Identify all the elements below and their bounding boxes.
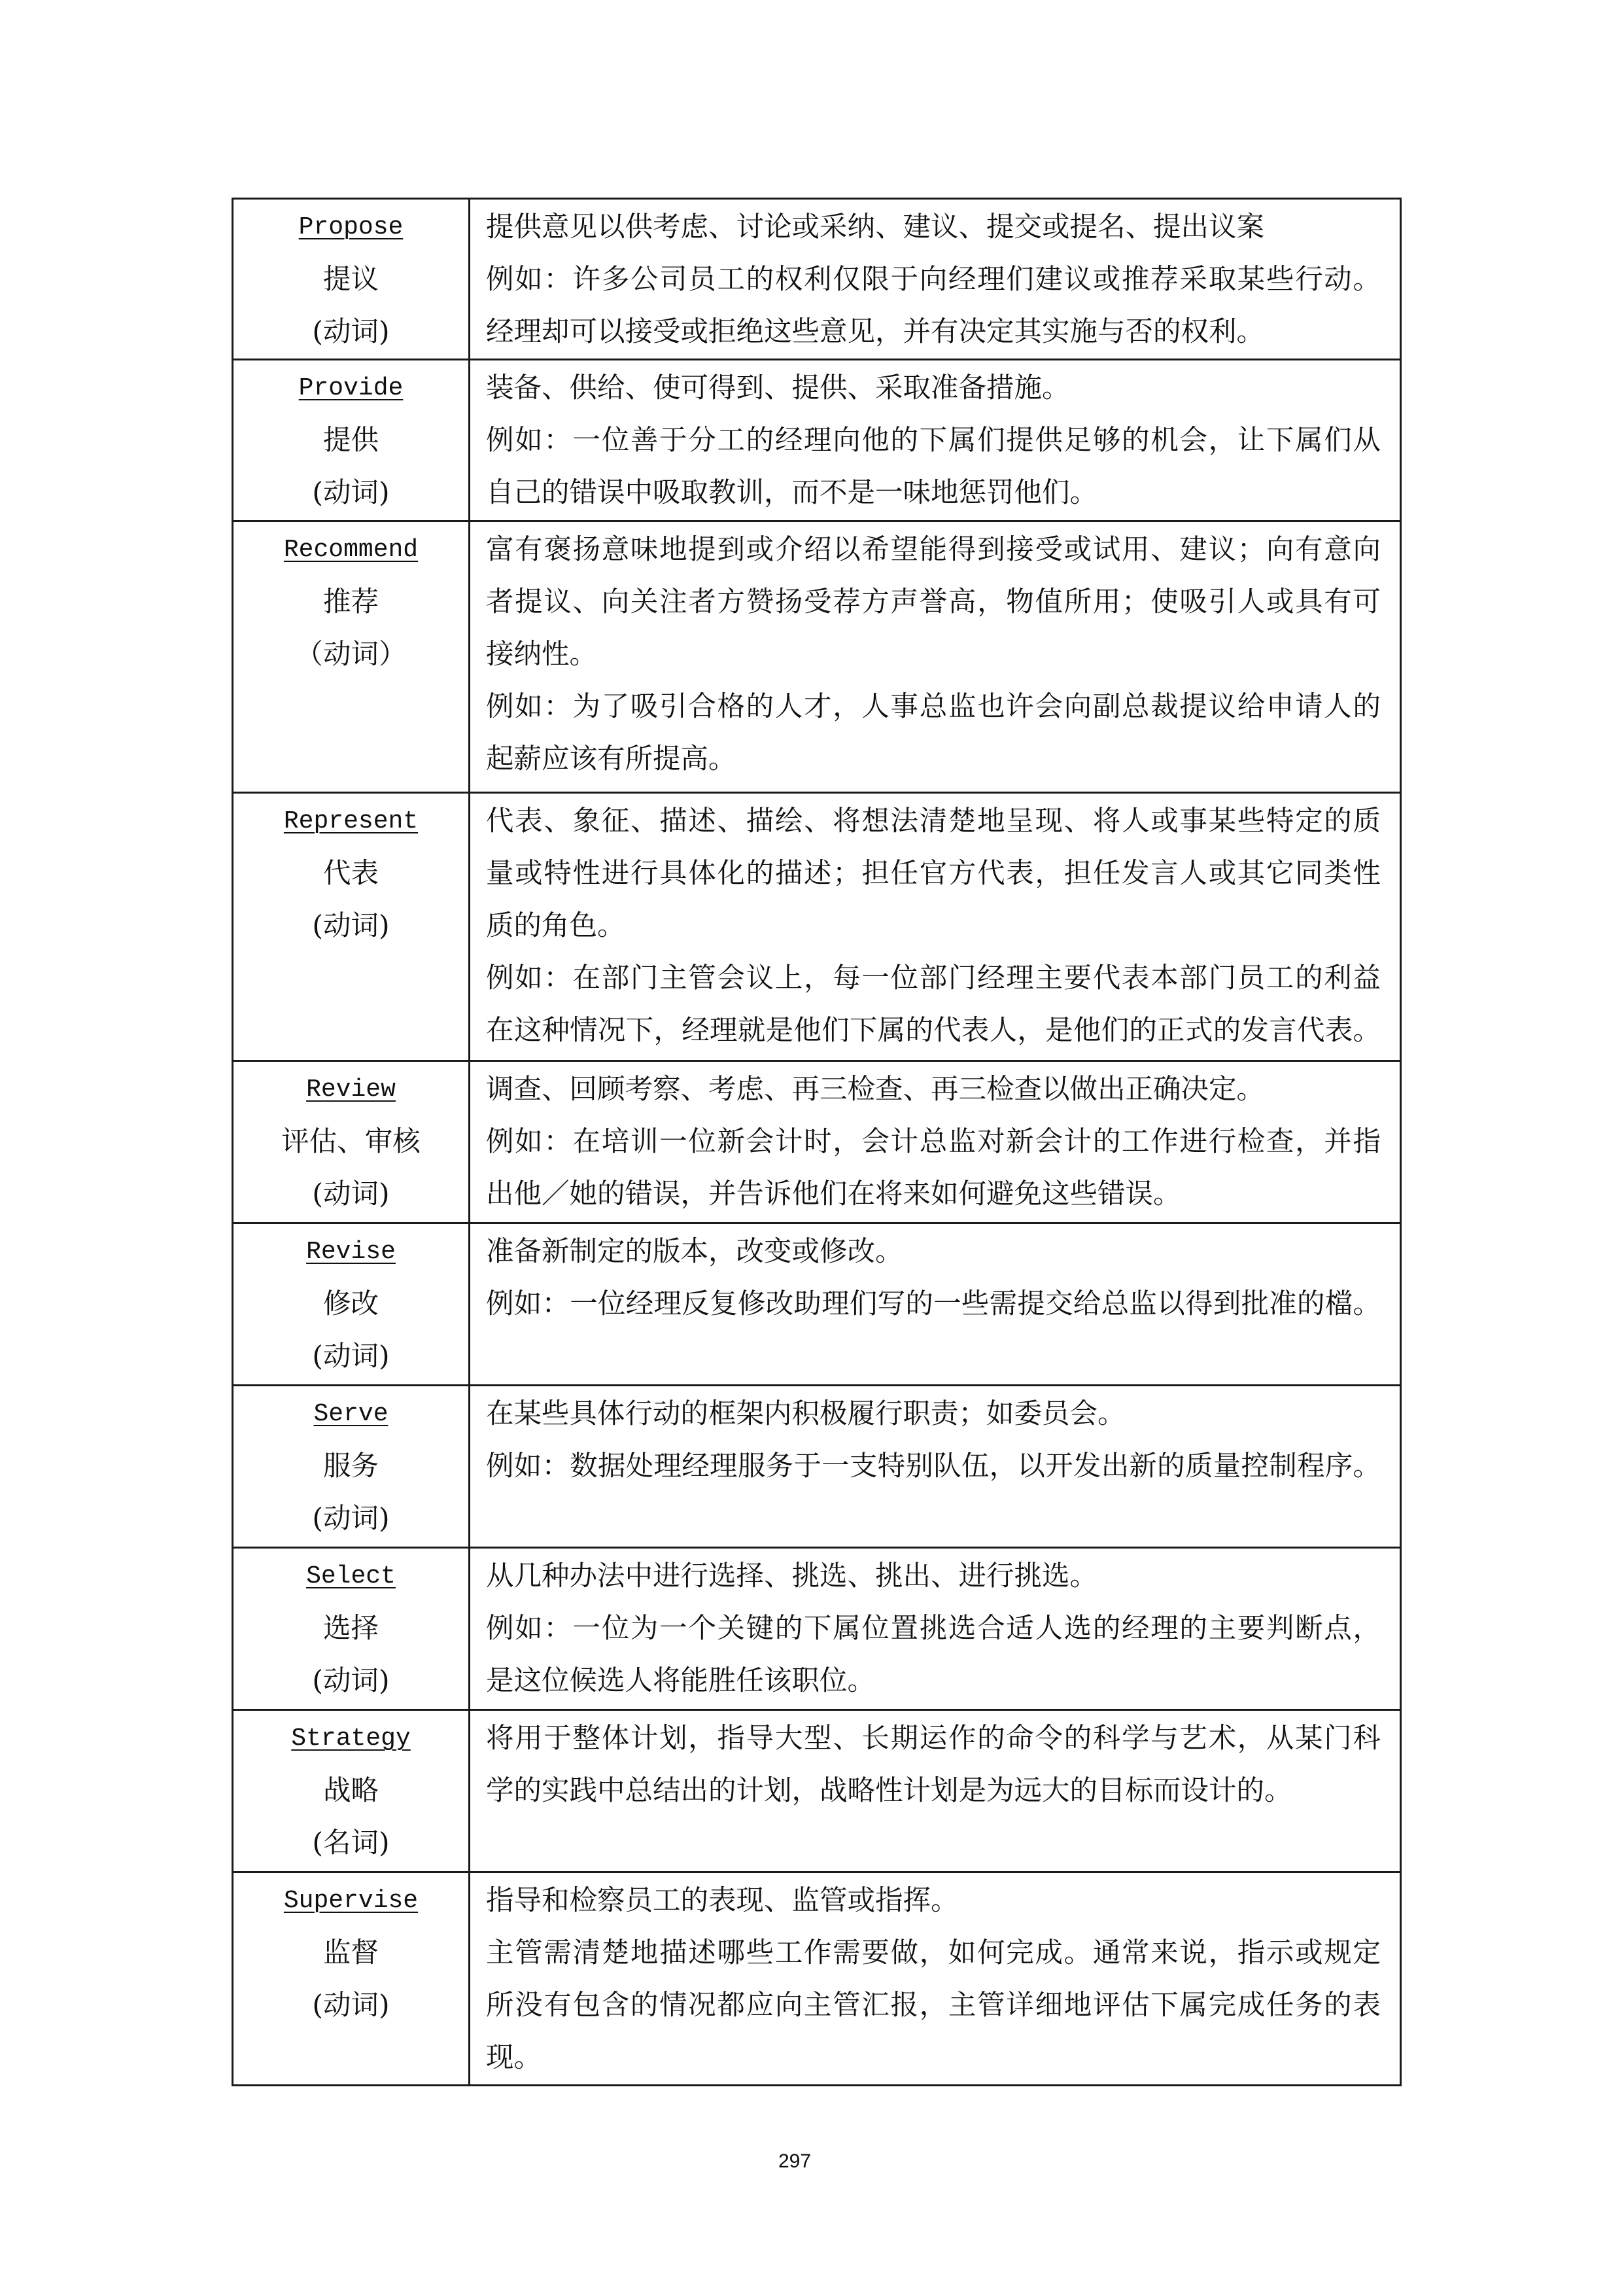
definition-cell <box>470 1872 1401 2086</box>
term-part-of-speech: (动词) <box>312 1665 390 1697</box>
term-part-of-speech: （动词） <box>295 639 407 671</box>
definition-line: 例如：许多公司员工的权利仅限于向经理们建议或推荐采取某些行动。 <box>486 264 1381 296</box>
term-word: Revise <box>306 1238 396 1266</box>
definition-line: 例如：在部门主管会议上，每一位部门经理主要代表本部门员工的利益 <box>486 962 1381 994</box>
definition-line: 准备新制定的版本，改变或修改。 <box>486 1236 903 1268</box>
term-word: Review <box>306 1076 396 1104</box>
term-part-of-speech: (动词) <box>312 1503 390 1535</box>
definition-line: 调查、回顾考察、考虑、再三检查、再三检查以做出正确决定。 <box>486 1074 1265 1106</box>
definition-line: 是这位候选人将能胜任该职位。 <box>486 1665 876 1697</box>
term-part-of-speech: (动词) <box>312 316 390 348</box>
definition-line: 富有褒扬意味地提到或介绍以希望能得到接受或试用、建议；向有意向 <box>486 534 1381 566</box>
definition-cell <box>470 1386 1401 1548</box>
definition-cell <box>470 360 1401 521</box>
definition-line: 例如：在培训一位新会计时，会计总监对新会计的工作进行检查，并指 <box>486 1126 1381 1158</box>
vocabulary-table <box>232 198 1402 2086</box>
definition-cell <box>470 793 1401 1061</box>
term-translation: 提供 <box>322 425 379 457</box>
term-part-of-speech: (动词) <box>312 1989 390 2022</box>
term-word: Provide <box>298 374 404 402</box>
term-word: Recommend <box>283 536 419 564</box>
definition-line: 学的实践中总结出的计划，战略性计划是为远大的目标而设计的。 <box>486 1775 1292 1807</box>
term-part-of-speech: (动词) <box>312 477 390 509</box>
definition-line: 出他／她的错误，并告诉他们在将来如何避免这些错误。 <box>486 1178 1181 1210</box>
term-word: Represent <box>283 807 419 835</box>
table-row <box>233 1223 1401 1386</box>
definition-cell <box>470 199 1401 360</box>
definition-line: 接纳性。 <box>486 639 598 671</box>
definition-line: 提供意见以供考虑、讨论或采纳、建议、提交或提名、提出议案 <box>486 211 1265 243</box>
term-translation: 评估、审核 <box>281 1126 421 1158</box>
definition-cell <box>470 1710 1401 1872</box>
term-cell <box>233 199 470 360</box>
definition-line: 例如：一位经理反复修改助理们写的一些需提交给总监以得到批准的檔。 <box>486 1288 1381 1320</box>
term-cell <box>233 521 470 793</box>
term-cell <box>233 793 470 1061</box>
term-translation: 战略 <box>322 1775 379 1807</box>
definition-line: 从几种办法中进行选择、挑选、挑出、进行挑选。 <box>486 1560 1098 1592</box>
definition-line: 将用于整体计划，指导大型、长期运作的命令的科学与艺术，从某门科 <box>486 1723 1381 1755</box>
page-number: 297 <box>778 2150 812 2172</box>
table-row <box>233 1872 1401 2086</box>
term-word: Propose <box>298 213 404 241</box>
table-row <box>233 1061 1401 1223</box>
definition-line: 指导和检察员工的表现、监管或指挥。 <box>486 1885 959 1917</box>
term-word: Supervise <box>283 1887 419 1915</box>
term-part-of-speech: (动词) <box>312 910 390 942</box>
table-row <box>233 1386 1401 1548</box>
term-part-of-speech: (动词) <box>312 1340 390 1373</box>
definition-line: 代表、象征、描述、描绘、将想法清楚地呈现、将人或事某些特定的质 <box>486 805 1381 837</box>
table-row <box>233 793 1401 1061</box>
table-row <box>233 521 1401 793</box>
definition-line: 起薪应该有所提高。 <box>486 743 736 775</box>
definition-line: 例如：一位为一个关键的下属位置挑选合适人选的经理的主要判断点， <box>486 1613 1381 1645</box>
term-cell <box>233 360 470 521</box>
term-word: Strategy <box>291 1725 411 1753</box>
term-cell <box>233 1386 470 1548</box>
definition-cell <box>470 1548 1401 1710</box>
term-cell <box>233 1223 470 1386</box>
definition-line: 自己的错误中吸取教训，而不是一味地惩罚他们。 <box>486 477 1098 509</box>
term-part-of-speech: (动词) <box>312 1178 390 1210</box>
definition-line: 现。 <box>486 2042 542 2074</box>
definition-line: 所没有包含的情况都应向主管汇报，主管详细地评估下属完成任务的表 <box>486 1989 1381 2022</box>
table-row <box>233 1548 1401 1710</box>
term-part-of-speech: (名词) <box>312 1827 390 1859</box>
term-cell <box>233 1061 470 1223</box>
term-translation: 推荐 <box>322 586 379 618</box>
definition-cell <box>470 1061 1401 1223</box>
term-word: Serve <box>313 1400 389 1428</box>
definition-line: 装备、供给、使可得到、提供、采取准备措施。 <box>486 372 1070 404</box>
definition-line: 主管需清楚地描述哪些工作需要做，如何完成。通常来说，指示或规定 <box>486 1937 1381 1969</box>
term-translation: 代表 <box>322 858 379 890</box>
definition-line: 质的角色。 <box>486 910 625 942</box>
term-translation: 提议 <box>322 264 379 296</box>
definition-line: 在这种情况下，经理就是他们下属的代表人，是他们的正式的发言代表。 <box>486 1015 1381 1047</box>
term-word: Select <box>306 1562 396 1590</box>
definition-cell <box>470 521 1401 793</box>
term-cell <box>233 1548 470 1710</box>
term-translation: 服务 <box>322 1450 379 1482</box>
definition-line: 量或特性进行具体化的描述；担任官方代表，担任发言人或其它同类性 <box>486 858 1381 890</box>
definition-line: 例如：为了吸引合格的人才，人事总监也许会向副总裁提议给申请人的 <box>486 691 1381 723</box>
definition-line: 在某些具体行动的框架内积极履行职责；如委员会。 <box>486 1398 1126 1430</box>
term-translation: 选择 <box>322 1613 379 1645</box>
term-cell <box>233 1710 470 1872</box>
definition-line: 例如：一位善于分工的经理向他的下属们提供足够的机会，让下属们从 <box>486 425 1381 457</box>
table-row <box>233 360 1401 521</box>
definition-line: 经理却可以接受或拒绝这些意见，并有决定其实施与否的权利。 <box>486 316 1265 348</box>
table-row <box>233 1710 1401 1872</box>
term-translation: 监督 <box>322 1937 379 1969</box>
table-row <box>233 199 1401 360</box>
definition-line: 例如：数据处理经理服务于一支特别队伍，以开发出新的质量控制程序。 <box>486 1450 1381 1482</box>
definition-cell <box>470 1223 1401 1386</box>
definition-line: 者提议、向关注者方赞扬受荐方声誉高，物值所用；使吸引人或具有可 <box>486 586 1381 618</box>
term-cell <box>233 1872 470 2086</box>
term-translation: 修改 <box>322 1288 379 1320</box>
